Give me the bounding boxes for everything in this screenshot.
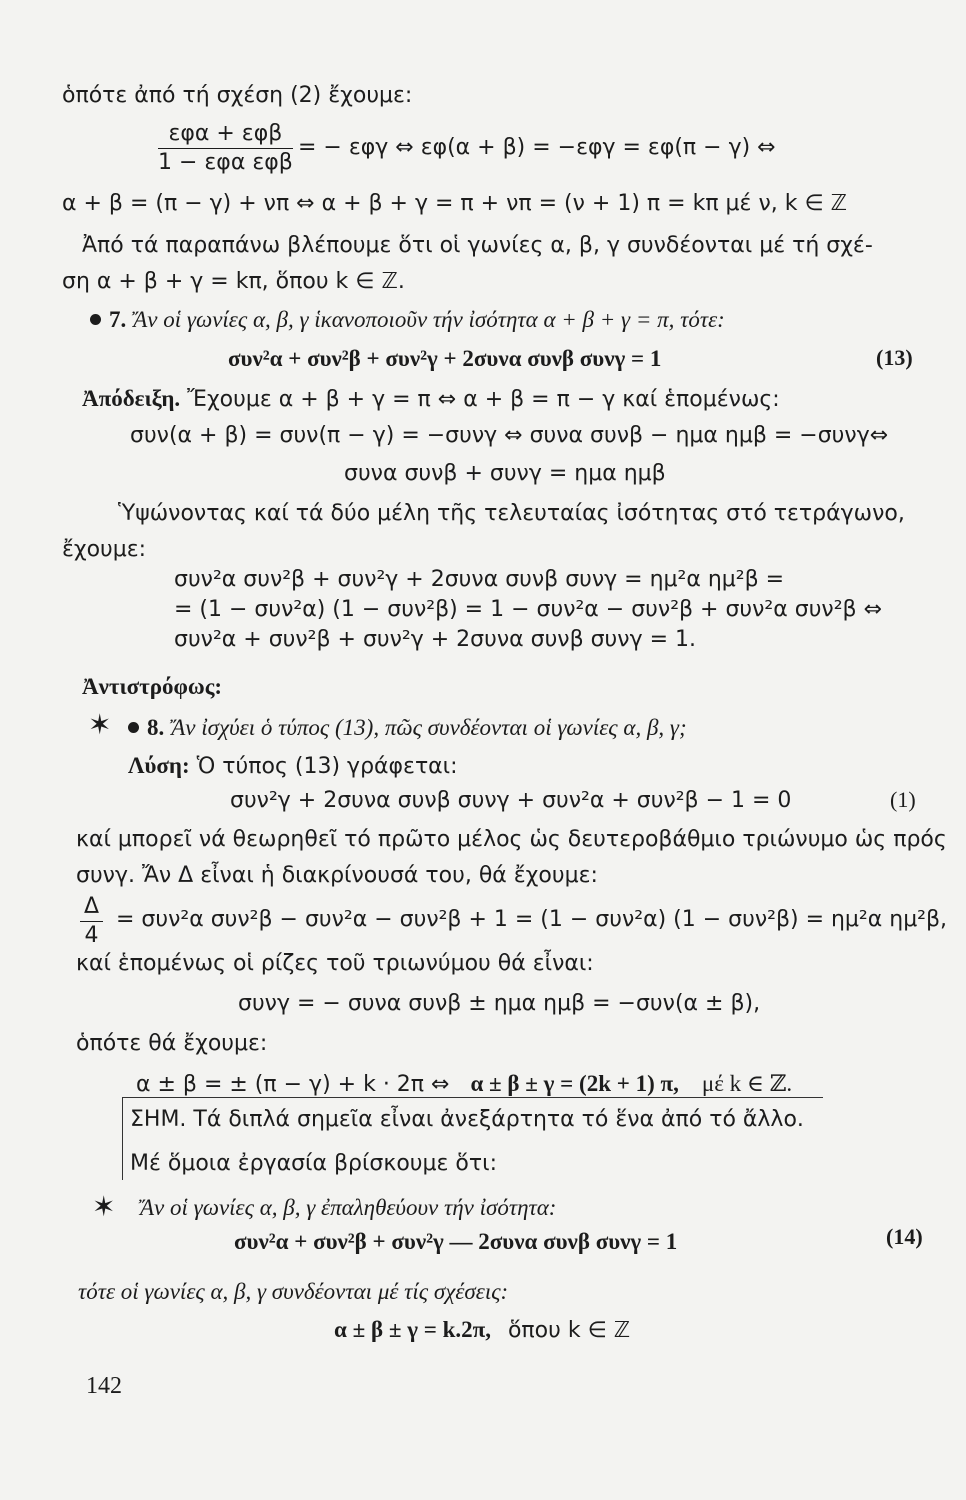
item-8-heading: [128, 714, 687, 743]
paragraph-line: ση α + β + γ = kπ, ὅπου k ∈ ℤ.: [62, 269, 405, 294]
bleed-through-text: [560, 68, 566, 92]
squared-equation: = (1 − συν²α) (1 − συν²β) = 1 − συν²α − συν²β + συν²α συν²β ⇔: [174, 597, 882, 622]
final-relation-cond: ὅπου k ∈ ℤ: [507, 1318, 631, 1343]
fraction-numerator: Δ: [80, 893, 103, 922]
bullet-icon: [128, 722, 139, 733]
solution-line: [128, 752, 458, 781]
page-number: 142: [86, 1373, 122, 1399]
paragraph-line: ὁπότε θά ἔχουμε:: [76, 1031, 268, 1056]
converse-label: Ἀντιστρόφως:: [82, 674, 223, 699]
bullet-icon: [90, 314, 101, 325]
solution-label: Λύση:: [128, 753, 190, 778]
paragraph-line: καί ἑπομένως οἱ ρίζες τοῦ τριωνύμου θά εἶναι:: [76, 951, 594, 976]
paragraph-line: ἔχουμε:: [62, 537, 147, 562]
proof-text: Ἔχουμε α + β + γ = π ⇔ α + β = π − γ καί ἑπομένως:: [187, 387, 780, 412]
paragraph-line: τότε οἱ γωνίες α, β, γ συνδέονται μέ τίς σχέσεις:: [78, 1279, 509, 1304]
equation-number: (14): [886, 1224, 923, 1249]
final-relation-bold: α ± β ± γ = k.2π,: [334, 1317, 491, 1342]
fraction-numerator: εφα + εφβ: [158, 120, 293, 149]
proof-label: Ἀπόδειξη.: [82, 386, 181, 411]
squared-equation: συν²α + συν²β + συν²γ + 2συνα συνβ συνγ = 1.: [174, 627, 697, 652]
equation-tan: = − εφγ ⇔ εφ(α + β) = −εφγ = εφ(π − γ) ⇔: [298, 135, 776, 160]
note-line: ΣΗΜ. Τά διπλά σημεῖα εἶναι ἀνεξάρτητα τό ἕνα ἀπό τό ἄλλο.: [130, 1107, 804, 1132]
proof-equation: συν(α + β) = συν(π − γ) = −συνγ ⇔ συνα συνβ − ημα ημβ = −συνγ⇔: [130, 423, 889, 448]
star-icon: ✶: [88, 710, 112, 741]
item-statement: Ἄν οἱ γωνίες α, β, γ ἱκανοποιοῦν τήν ἰσότητα α + β + γ = π, τότε:: [133, 307, 725, 332]
fraction-discriminant: [80, 893, 103, 950]
item-number: 8.: [147, 715, 165, 740]
equation-13: συν²α + συν²β + συν²γ + 2συνα συνβ συνγ = 1: [228, 346, 662, 371]
intro-text: ὁπότε ἀπό τή σχέση (2) ἔχουμε:: [62, 83, 413, 108]
equation-angle-sum: α + β = (π − γ) + νπ ⇔ α + β + γ = π + νπ = (ν + 1) π = kπ μέ ν, k ∈ ℤ: [62, 191, 847, 216]
final-equation-cond: μέ k ∈ ℤ.: [701, 1071, 793, 1096]
item-7-heading: [90, 306, 725, 335]
item-number: 7.: [109, 307, 127, 332]
proof-equation: συνα συνβ + συνγ = ημα ημβ: [344, 461, 666, 486]
paragraph-line: Ἀπό τά παραπάνω βλέπουμε ὅτι οἱ γωνίες α, β, γ συνδέονται μέ τή σχέ-: [82, 233, 873, 258]
roots-equation: συνγ = − συνα συνβ ± ημα ημβ = −συν(α ± β),: [238, 991, 761, 1016]
squared-equation: συν²α συν²β + συν²γ + 2συνα συνβ συνγ = ημ²α ημ²β =: [174, 567, 785, 592]
equation-number: (13): [876, 345, 913, 370]
final-equation-left: α ± β = ± (π − γ) + k · 2π ⇔: [136, 1072, 450, 1097]
note-line: Μέ ὅμοια ἐργασία βρίσκουμε ὅτι:: [130, 1151, 497, 1176]
paragraph-line: συνγ. Ἄν Δ εἶναι ἡ διακρίνουσά του, θά ἔχουμε:: [76, 863, 598, 888]
fraction-tan-sum: [158, 120, 293, 177]
solution-equation: συν²γ + 2συνα συνβ συνγ + συν²α + συν²β − 1 = 0: [230, 788, 792, 813]
item-statement: Ἄν ἰσχύει ὁ τύπος (13), πῶς συνδέονται οἱ γωνίες α, β, γ;: [171, 715, 687, 740]
paragraph-line: Ὑψώνοντας καί τά δύο μέλη τῆς τελευταίας ἰσότητας στό τετράγωνο,: [118, 501, 905, 526]
discriminant-equation: = συν²α συν²β − συν²α − συν²β + 1 = (1 − συν²α) (1 − συν²β) = ημ²α ημ²β,: [116, 907, 948, 932]
equation-14: συν²α + συν²β + συν²γ — 2συνα συνβ συνγ = 1: [234, 1229, 678, 1254]
solution-text: Ὁ τύπος (13) γράφεται:: [196, 754, 458, 779]
final-equation-bold: α ± β ± γ = (2k + 1) π,: [470, 1071, 679, 1096]
final-equation: [136, 1070, 792, 1099]
star-icon: ✶: [92, 1192, 116, 1223]
fraction-denominator: 1 − εφα εφβ: [158, 150, 293, 175]
star-statement: Ἄν οἱ γωνίες α, β, γ ἐπαληθεύουν τήν ἰσότητα:: [140, 1195, 557, 1220]
final-relation: [334, 1316, 630, 1345]
equation-number: (1): [890, 787, 916, 812]
proof-line: [82, 385, 780, 414]
fraction-denominator: 4: [84, 923, 99, 948]
paragraph-line: καί μπορεῖ νά θεωρηθεῖ τό πρῶτο μέλος ὡς δευτεροβάθμιο τριώνυμο ὡς πρός: [76, 827, 947, 852]
